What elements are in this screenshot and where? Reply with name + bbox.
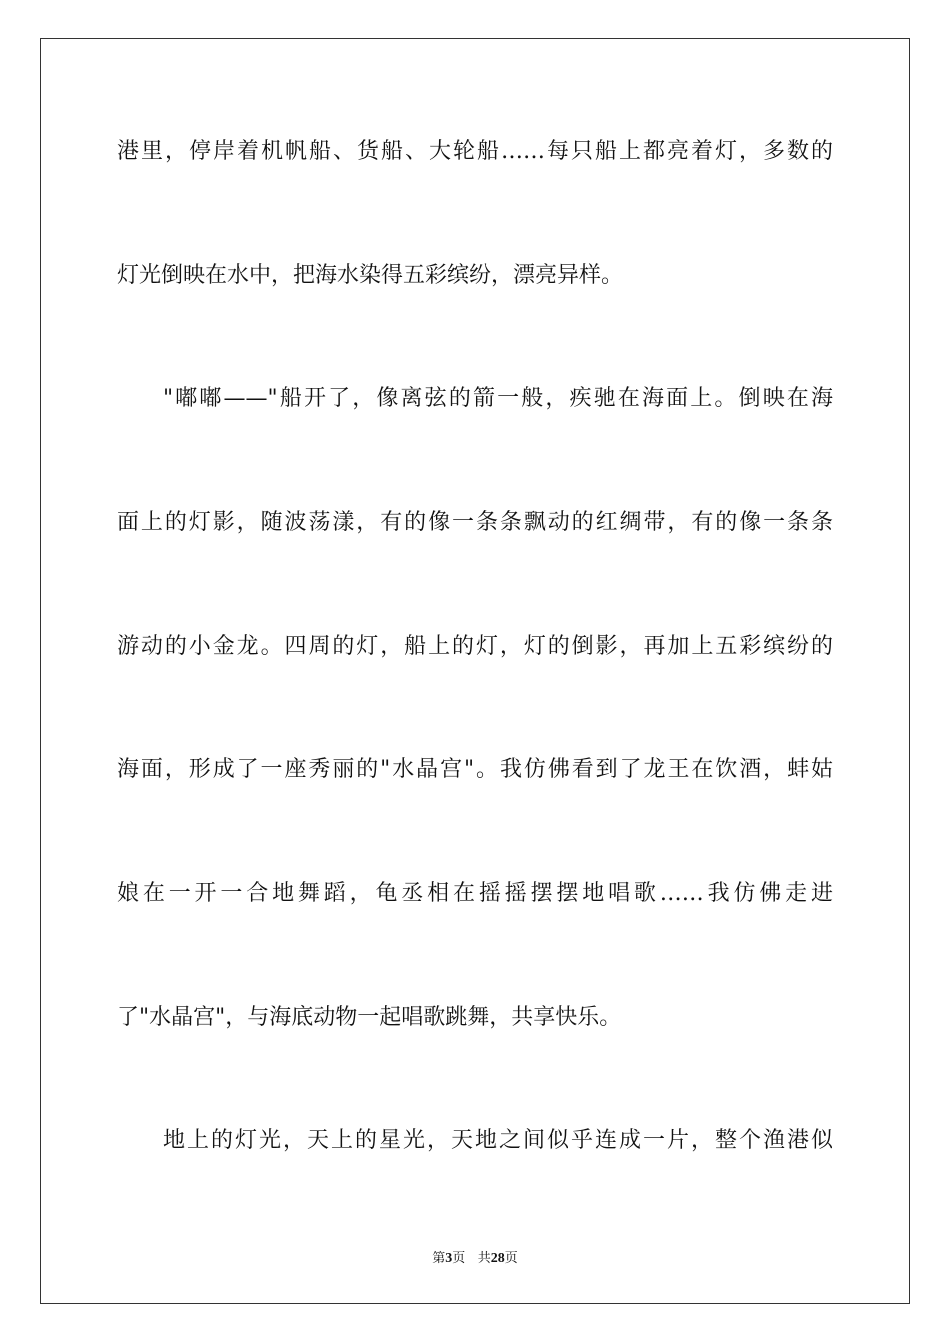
page-prefix: 第 [432,1251,446,1266]
text-line-9: 地上的灯光，天上的星光，天地之间似乎连成一片，整个渔港似 [163,1128,833,1153]
page-frame [40,38,910,1304]
page-number: 3 [445,1251,453,1266]
text-line-2: 灯光倒映在水中，把海水染得五彩缤纷，漂亮异样。 [117,263,624,288]
text-line-3: "嘟嘟——"船开了，像离弦的箭一般，疾驰在海面上。倒映在海 [163,386,833,411]
text-line-7: 娘在一开一合地舞蹈，龟丞相在摇摇摆摆地唱歌……我仿佛走进 [117,881,833,906]
page-footer [0,1247,950,1267]
total-pages: 28 [490,1251,505,1266]
text-line-4: 面上的灯影，随波荡漾，有的像一条条飘动的红绸带，有的像一条条 [117,510,833,535]
total-prefix: 共 [477,1251,491,1266]
total-unit: 页 [504,1251,518,1266]
page-unit: 页 [452,1251,466,1266]
text-line-6: 海面，形成了一座秀丽的"水晶宫"。我仿佛看到了龙王在饮酒，蚌姑 [117,757,833,782]
text-line-1: 港里，停岸着机帆船、货船、大轮船……每只船上都亮着灯，多数的 [117,139,833,164]
text-line-8: 了"水晶宫"，与海底动物一起唱歌跳舞，共享快乐。 [117,1005,622,1030]
text-line-5: 游动的小金龙。四周的灯，船上的灯，灯的倒影，再加上五彩缤纷的 [117,634,833,659]
